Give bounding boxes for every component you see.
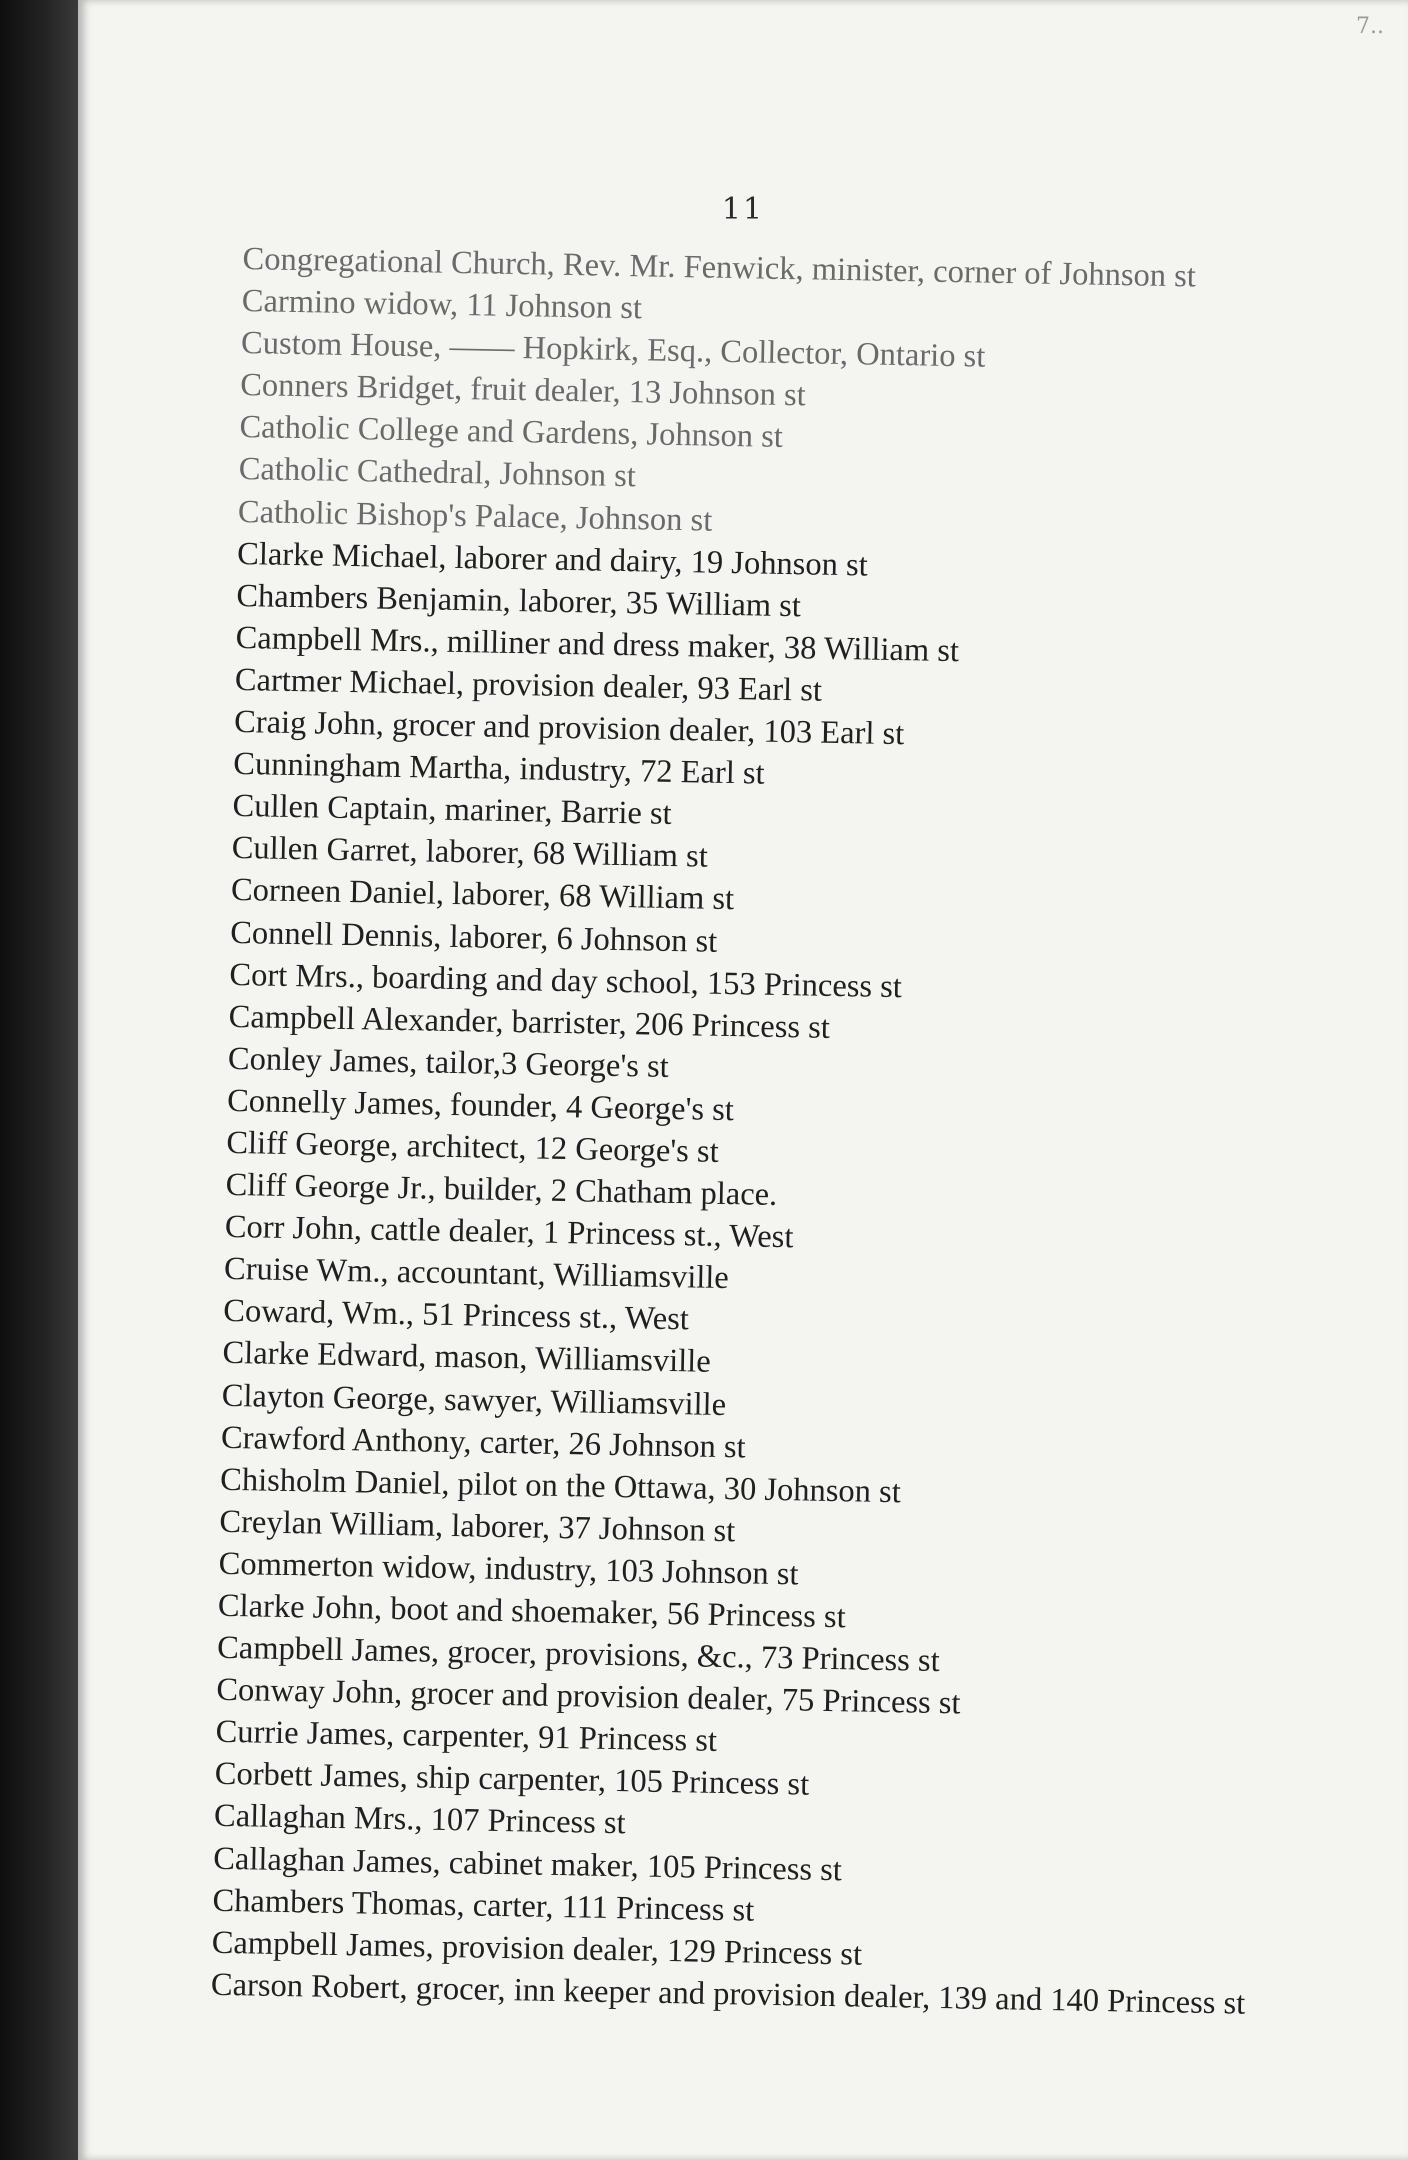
page-number: 11 [721,192,765,227]
directory-entry: Coward, Wm., 51 Princess st., West [223,1293,690,1338]
directory-entry: Catholic Bishop's Palace, Johnson st [237,493,713,539]
directory-entry: Clarke John, boot and shoemaker, 56 Princess st [217,1587,846,1636]
directory-entries [211,238,1323,2025]
directory-entry: Custom House, —— Hopkirk, Esq., Collector, Ontario st [240,325,986,375]
directory-entry: Conners Bridget, fruit dealer, 13 Johnson st [239,367,807,414]
directory-entry: Catholic Cathedral, Johnson st [238,451,637,495]
directory-entry: Callaghan James, cabinet maker, 105 Princess st [212,1840,843,1888]
directory-entry: Campbell Mrs., milliner and dress maker, 38 William st [235,619,960,670]
directory-entry: Campbell James, grocer, provisions, &c., 73 Princess st [216,1629,940,1680]
directory-entry: Catholic College and Gardens, Johnson st [239,409,784,456]
directory-entry: Corr John, cattle dealer, 1 Princess st., West [224,1208,794,1256]
directory-entry: Cullen Garret, laborer, 68 William st [231,830,709,875]
directory-entry: Callaghan Mrs., 107 Princess st [213,1798,626,1842]
directory-entry: Connelly James, founder, 4 George's st [226,1082,735,1129]
directory-entry: Chisholm Daniel, pilot on the Ottawa, 30 Johnson st [219,1461,902,1510]
directory-entry: Cartmer Michael, provision dealer, 93 Earl st [234,661,823,709]
directory-entry: Crawford Anthony, carter, 26 Johnson st [220,1419,746,1466]
directory-entry: Carmino widow, 11 Johnson st [241,283,643,327]
directory-entry: Cullen Captain, mariner, Barrie st [232,788,672,833]
directory-entry: Creylan William, laborer, 37 Johnson st [219,1503,736,1550]
directory-entry: Campbell Alexander, barrister, 206 Princess st [228,998,831,1046]
scan-left-edge [0,0,78,2160]
directory-entry: Corbett James, ship carpenter, 105 Princess st [214,1756,810,1804]
directory-entry: Cort Mrs., boarding and day school, 153 Princess st [229,956,903,1005]
directory-entry: Currie James, carpenter, 91 Princess st [215,1714,718,1760]
directory-entry: Clayton George, sawyer, Williamsville [221,1377,727,1423]
directory-entry: Connell Dennis, laborer, 6 Johnson st [229,914,718,960]
directory-entry: Cunningham Martha, industry, 72 Earl st [233,746,765,792]
directory-entry: Cliff George, architect, 12 George's st [226,1124,719,1170]
directory-page [78,0,1408,2160]
directory-entry: Cliff George Jr., builder, 2 Chatham place. [225,1166,778,1214]
directory-entry: Chambers Thomas, carter, 111 Princess st [212,1882,755,1929]
directory-entry: Clarke Edward, mason, Williamsville [222,1335,712,1381]
directory-entry: Carson Robert, grocer, inn keeper and provision dealer, 139 and 140 Princess st [210,1966,1246,2022]
directory-entry: Cruise Wm., accountant, Williamsville [223,1251,730,1297]
corner-mark: 7.. [1356,14,1384,39]
directory-entry: Conley James, tailor,3 George's st [227,1040,670,1085]
directory-entry: Chambers Benjamin, laborer, 35 William st [236,577,802,625]
directory-entry: Conway John, grocer and provision dealer, 75 Princess st [216,1671,961,1722]
directory-entry: Commerton widow, industry, 103 Johnson st [218,1545,799,1593]
directory-entry: Corneen Daniel, laborer, 68 William st [230,872,735,918]
directory-entry: Campbell James, provision dealer, 129 Princess st [211,1924,863,1973]
directory-entry: Congregational Church, Rev. Mr. Fenwick, minister, corner of Johnson st [242,240,1197,295]
directory-entry: Clarke Michael, laborer and dairy, 19 Johnson st [236,535,869,584]
directory-entry: Craig John, grocer and provision dealer, 103 Earl st [233,703,905,753]
